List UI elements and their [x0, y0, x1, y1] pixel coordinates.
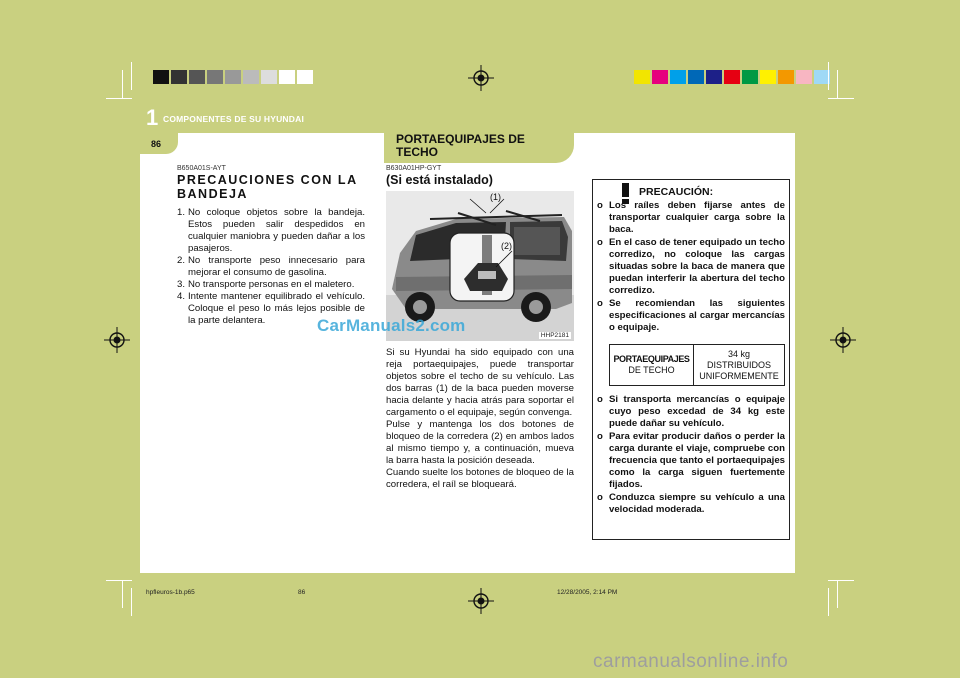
callout-1: (1)	[490, 192, 501, 202]
calibration-swatch	[670, 70, 686, 84]
section-code: B630A01HP-GYT	[386, 165, 442, 172]
page-number: 86	[151, 139, 162, 149]
section-title: PORTAEQUIPAJES DE TECHO	[396, 132, 525, 159]
registration-mark-icon	[468, 588, 494, 614]
crop-mark	[837, 70, 838, 98]
calibration-swatch	[189, 70, 205, 84]
calibration-swatch	[778, 70, 794, 84]
registration-mark-icon	[104, 327, 130, 353]
calibration-swatch	[171, 70, 187, 84]
roof-rack-body	[386, 347, 574, 491]
footer-page: 86	[298, 589, 306, 596]
calibration-swatch	[207, 70, 223, 84]
crop-mark	[122, 580, 123, 608]
calibration-swatch	[634, 70, 650, 84]
caution-list-bottom	[597, 394, 785, 517]
watermark: CarManuals2.com	[317, 316, 466, 335]
list-item: o Se recomiendan las siguientes especificaciones al cargar mercancías o equipaje.	[597, 298, 785, 333]
calibration-swatch	[652, 70, 668, 84]
crop-mark	[106, 98, 132, 99]
list-item: o Los raíles deben fijarse antes de transportar cualquier carga sobre la baca.	[597, 200, 785, 235]
list-item: o Si transporta mercancías o equipaje cuyo peso excedad de 34 kg este puede dañar su vehículo.	[597, 394, 785, 429]
tray-precautions-column	[177, 165, 365, 327]
tray-precautions-list	[177, 207, 365, 327]
list-item: o En el caso de tener equipado un techo corredizo, no coloque las cargas situadas sobre la baca de manera que puedan interferir la abertura del techo corredizo.	[597, 237, 785, 296]
calibration-swatch	[760, 70, 776, 84]
color-calibration-bar	[634, 70, 832, 84]
paragraph: Pulse y mantenga los dos botones de bloqueo de la corredera (2) en ambos lados al mismo tiempo y, a continuación, mueva la barra hasta la posición deseada.	[386, 419, 574, 466]
chapter-title: COMPONENTES DE SU HYUNDAI	[163, 114, 305, 124]
roof-rack-subtitle: (Si está instalado)	[386, 173, 493, 187]
spec-label-cell: PORTAEQUIPAJES DE TECHO	[610, 345, 694, 385]
spec-table	[609, 344, 785, 386]
list-item: 3. No transporte personas en el maletero.	[177, 279, 355, 290]
footer-date: 12/28/2005, 2:14 PM	[557, 589, 618, 596]
tray-precautions-title: PRECAUCIONES CON LA BANDEJA	[177, 173, 358, 201]
list-item: 4. Intente mantener equilibrado el vehículo. Coloque el peso lo más lejos posible de la parte delantera.	[177, 291, 365, 326]
crop-mark	[131, 62, 132, 90]
calibration-swatch	[225, 70, 241, 84]
callout-2: (2)	[501, 241, 512, 251]
calibration-swatch	[153, 70, 169, 84]
calibration-swatch	[724, 70, 740, 84]
caution-box	[592, 179, 790, 540]
footer-filename: hpfleuros-1b.p65	[146, 589, 195, 596]
list-item: o Conduzca siempre su vehículo a una velocidad moderada.	[597, 492, 785, 515]
list-item: 2. No transporte peso innecesario para mejorar el consumo de gasolina.	[177, 255, 365, 278]
calibration-swatch	[279, 70, 295, 84]
calibration-swatch	[796, 70, 812, 84]
grayscale-calibration-bar	[153, 70, 315, 84]
calibration-swatch	[706, 70, 722, 84]
crop-mark	[828, 588, 829, 616]
chapter-number: 1	[146, 105, 159, 130]
section-code: B650A01S-AYT	[177, 165, 226, 172]
paragraph: Si su Hyundai ha sido equipado con una reja portaequipajes, puede transportar objetos sobre el techo de su vehículo. Las dos barras (1) de la baca pueden moverse hacia delante y hacia atrás para soportar el cargamento o el equipaje, según convenga.	[386, 347, 574, 418]
calibration-swatch	[243, 70, 259, 84]
crop-mark	[837, 580, 838, 608]
calibration-swatch	[261, 70, 277, 84]
calibration-swatch	[688, 70, 704, 84]
image-code: HHP2181	[540, 332, 569, 339]
paragraph: Cuando suelte los botones de bloqueo de la corredera, el raíl se bloqueará.	[386, 467, 574, 490]
calibration-swatch	[742, 70, 758, 84]
list-item: 1. No coloque objetos sobre la bandeja. Estos pueden salir despedidos en cualquier maniobra y pueden dañar a los pasajeros.	[177, 207, 365, 254]
calibration-swatch	[297, 70, 313, 84]
crop-mark	[828, 580, 854, 581]
crop-mark	[131, 588, 132, 616]
crop-mark	[106, 580, 132, 581]
spec-value-cell: 34 kg DISTRIBUIDOS UNIFORMEMENTE	[699, 348, 779, 381]
caution-list-top	[597, 200, 785, 335]
registration-mark-icon	[830, 327, 856, 353]
site-watermark: carmanualsonline.info	[593, 651, 789, 672]
list-item: o Para evitar producir daños o perder la carga durante el viaje, compruebe con frecuencia que tanto el portaequipajes como la carga siguen fuertemente fijados.	[597, 431, 785, 490]
caution-title: PRECAUCIÓN:	[639, 186, 714, 198]
crop-mark	[828, 98, 854, 99]
crop-mark	[828, 62, 829, 90]
crop-mark	[122, 70, 123, 98]
registration-mark-icon	[468, 65, 494, 91]
